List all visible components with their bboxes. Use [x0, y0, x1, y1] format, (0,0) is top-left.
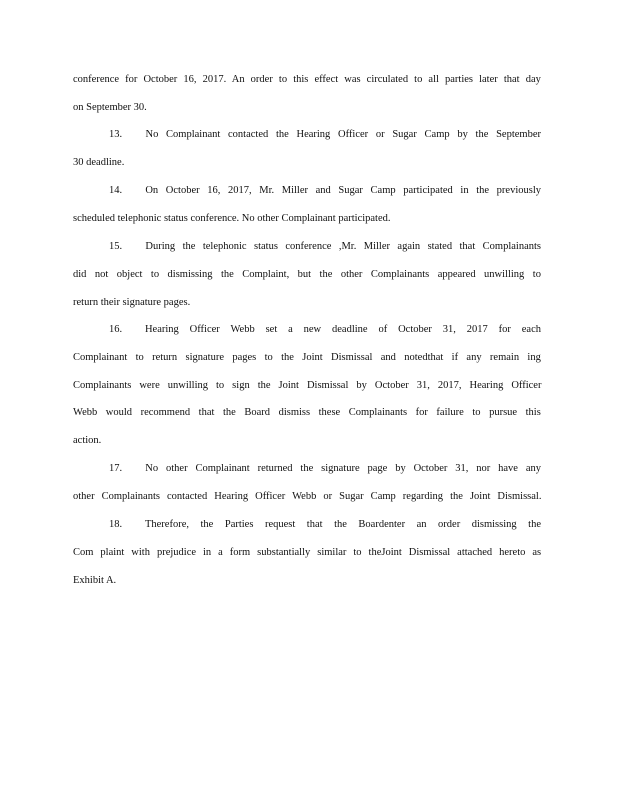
text-line	[73, 351, 541, 365]
line-text: 30 deadline.	[73, 157, 125, 168]
line-text: conference for October 16, 2017. An order to this effect was circulated to all parties later that day	[73, 74, 541, 85]
text-line	[73, 212, 541, 226]
line-text: Therefore, the Parties request that the Boardenter an order dismissing the	[144, 519, 541, 530]
line-text: Complainant to return signature pages to the Joint Dismissal and notedthat if any remain ing	[73, 352, 541, 363]
text-line	[73, 101, 541, 115]
paragraph-number: 16.	[109, 324, 123, 335]
line-text: On October 16, 2017, Mr. Miller and Sugar Camp participated in the previously	[145, 185, 541, 196]
text-line	[73, 156, 541, 170]
text-line	[73, 434, 541, 448]
line-text: No Complainant contacted the Hearing Officer or Sugar Camp by the September	[145, 129, 541, 140]
line-text: No other Complainant returned the signature page by October 31, nor have any	[145, 463, 541, 474]
paragraph-16-first-line	[73, 323, 541, 337]
paragraph-number: 15.	[109, 241, 123, 252]
line-text: scheduled telephonic status conference. No other Complainant participated.	[73, 213, 391, 224]
line-text: Webb would recommend that the Board dismiss these Complainants for failure to pursue this	[73, 407, 541, 418]
text-line	[73, 574, 541, 588]
line-text: Exhibit A.	[73, 575, 117, 586]
line-text: During the telephonic status conference ,Mr. Miller again stated that Complainants	[145, 241, 541, 252]
text-line	[73, 296, 541, 310]
text-line	[73, 406, 541, 420]
line-text: return their signature pages.	[73, 297, 191, 308]
text-line	[73, 73, 541, 87]
paragraph-number: 13.	[109, 129, 123, 140]
line-text: other Complainants contacted Hearing Officer Webb or Sugar Camp regarding the Joint Dismissal.	[73, 491, 542, 502]
paragraph-number: 17.	[109, 463, 123, 474]
line-text: Complainants were unwilling to sign the Joint Dismissal by October 31, 2017, Hearing Officer	[73, 380, 542, 391]
text-line	[73, 379, 541, 393]
paragraph-13-first-line	[73, 128, 541, 142]
line-text: action.	[73, 435, 102, 446]
paragraph-15-first-line	[73, 240, 541, 254]
paragraph-number: 14.	[109, 185, 123, 196]
paragraph-14-first-line	[73, 184, 541, 198]
paragraph-18-first-line	[73, 518, 541, 532]
text-line	[73, 268, 541, 282]
paragraph-17-first-line	[73, 462, 541, 476]
line-text: Hearing Officer Webb set a new deadline of October 31, 2017 for each	[144, 324, 541, 335]
line-text: on September 30.	[73, 102, 147, 113]
paragraph-number: 18.	[109, 519, 123, 530]
text-line	[73, 490, 541, 504]
line-text: did not object to dismissing the Complaint, but the other Complainants appeared unwilling to	[73, 269, 541, 280]
text-line	[73, 546, 541, 560]
line-text: Com plaint with prejudice in a form substantially similar to theJoint Dismissal attached hereto as	[73, 547, 542, 558]
